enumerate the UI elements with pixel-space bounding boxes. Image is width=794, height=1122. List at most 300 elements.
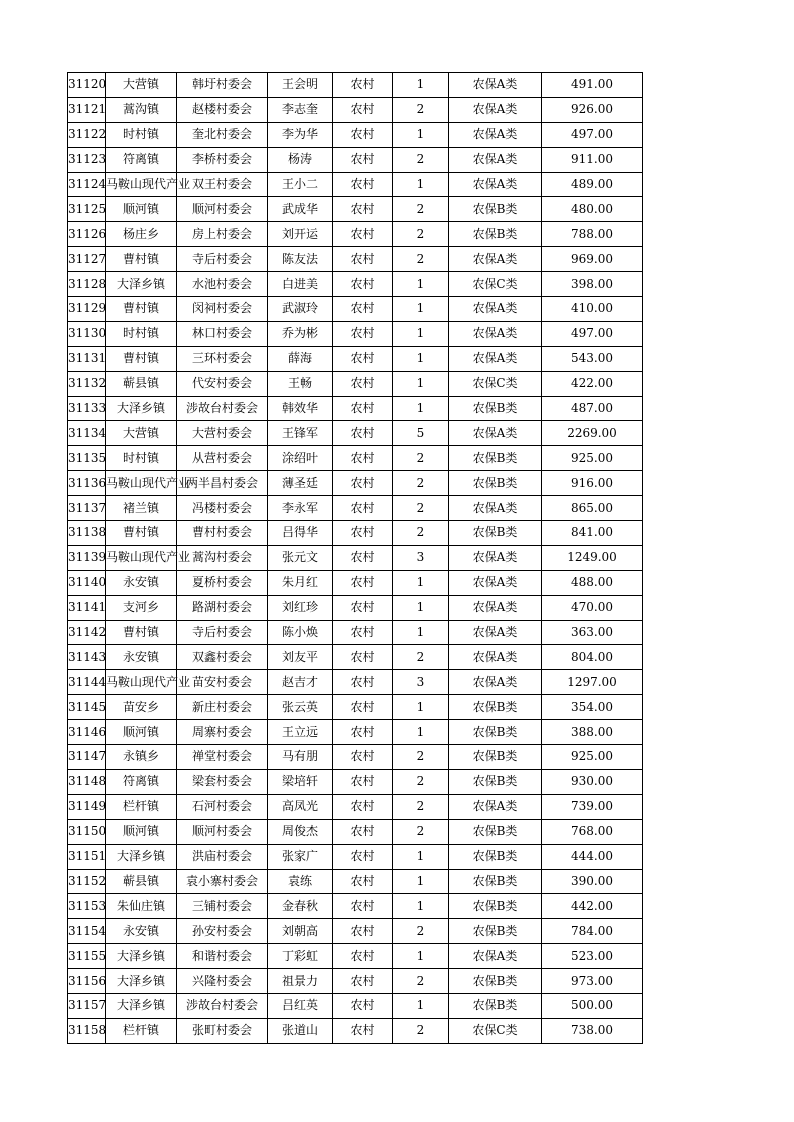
person-name-cell: 杨涛 bbox=[268, 147, 333, 172]
amount-cell: 363.00 bbox=[542, 620, 643, 645]
insurance-category-cell: 农保C类 bbox=[449, 1018, 542, 1043]
village-cell: 寺后村委会 bbox=[177, 247, 268, 272]
member-count-cell: 1 bbox=[393, 272, 449, 297]
household-type-cell: 农村 bbox=[333, 73, 393, 98]
record-id-cell: 31137 bbox=[68, 496, 106, 521]
member-count-cell: 1 bbox=[393, 869, 449, 894]
person-name-cell: 王畅 bbox=[268, 371, 333, 396]
village-cell: 从营村委会 bbox=[177, 446, 268, 471]
member-count-cell: 1 bbox=[393, 894, 449, 919]
person-name-cell: 白进美 bbox=[268, 272, 333, 297]
village-cell: 袁小寨村委会 bbox=[177, 869, 268, 894]
village-cell: 房上村委会 bbox=[177, 222, 268, 247]
person-name-cell: 韩效华 bbox=[268, 396, 333, 421]
amount-cell: 480.00 bbox=[542, 197, 643, 222]
town-cell: 曹村镇 bbox=[106, 346, 177, 371]
village-cell: 禅堂村委会 bbox=[177, 745, 268, 770]
amount-cell: 497.00 bbox=[542, 321, 643, 346]
village-cell: 夏桥村委会 bbox=[177, 570, 268, 595]
household-type-cell: 农村 bbox=[333, 521, 393, 546]
insurance-category-cell: 农保B类 bbox=[449, 819, 542, 844]
person-name-cell: 陈友法 bbox=[268, 247, 333, 272]
member-count-cell: 2 bbox=[393, 521, 449, 546]
insurance-category-cell: 农保B类 bbox=[449, 919, 542, 944]
town-cell: 时村镇 bbox=[106, 122, 177, 147]
person-name-cell: 薄圣廷 bbox=[268, 471, 333, 496]
household-type-cell: 农村 bbox=[333, 147, 393, 172]
town-cell: 永安镇 bbox=[106, 919, 177, 944]
town-cell: 马鞍山现代产业 bbox=[106, 545, 177, 570]
table-row bbox=[68, 73, 643, 98]
village-cell: 水池村委会 bbox=[177, 272, 268, 297]
insurance-category-cell: 农保A类 bbox=[449, 97, 542, 122]
household-type-cell: 农村 bbox=[333, 197, 393, 222]
town-cell: 曹村镇 bbox=[106, 521, 177, 546]
member-count-cell: 5 bbox=[393, 421, 449, 446]
member-count-cell: 1 bbox=[393, 371, 449, 396]
member-count-cell: 2 bbox=[393, 147, 449, 172]
household-type-cell: 农村 bbox=[333, 670, 393, 695]
table-row bbox=[68, 869, 643, 894]
insurance-category-cell: 农保B类 bbox=[449, 396, 542, 421]
insurance-category-cell: 农保B类 bbox=[449, 695, 542, 720]
person-name-cell: 吕得华 bbox=[268, 521, 333, 546]
amount-cell: 1249.00 bbox=[542, 545, 643, 570]
household-type-cell: 农村 bbox=[333, 396, 393, 421]
village-cell: 梁套村委会 bbox=[177, 769, 268, 794]
member-count-cell: 1 bbox=[393, 122, 449, 147]
village-cell: 路湖村委会 bbox=[177, 595, 268, 620]
household-type-cell: 农村 bbox=[333, 894, 393, 919]
table-row bbox=[68, 222, 643, 247]
household-type-cell: 农村 bbox=[333, 620, 393, 645]
village-cell: 兴隆村委会 bbox=[177, 969, 268, 994]
table-row bbox=[68, 545, 643, 570]
village-cell: 涉故台村委会 bbox=[177, 993, 268, 1018]
village-cell: 双鑫村委会 bbox=[177, 645, 268, 670]
record-id-cell: 31124 bbox=[68, 172, 106, 197]
insurance-category-cell: 农保A类 bbox=[449, 545, 542, 570]
member-count-cell: 2 bbox=[393, 1018, 449, 1043]
person-name-cell: 朱月红 bbox=[268, 570, 333, 595]
insurance-category-cell: 农保A类 bbox=[449, 595, 542, 620]
person-name-cell: 高凤光 bbox=[268, 794, 333, 819]
insurance-category-cell: 农保B类 bbox=[449, 197, 542, 222]
insurance-category-cell: 农保B类 bbox=[449, 869, 542, 894]
household-type-cell: 农村 bbox=[333, 545, 393, 570]
town-cell: 永安镇 bbox=[106, 570, 177, 595]
person-name-cell: 武成华 bbox=[268, 197, 333, 222]
person-name-cell: 周俊杰 bbox=[268, 819, 333, 844]
person-name-cell: 丁彩虹 bbox=[268, 944, 333, 969]
insurance-category-cell: 农保B类 bbox=[449, 745, 542, 770]
town-cell: 符离镇 bbox=[106, 769, 177, 794]
town-cell: 蕲县镇 bbox=[106, 371, 177, 396]
village-cell: 和谐村委会 bbox=[177, 944, 268, 969]
amount-cell: 354.00 bbox=[542, 695, 643, 720]
town-cell: 大营镇 bbox=[106, 73, 177, 98]
insurance-category-cell: 农保A类 bbox=[449, 147, 542, 172]
record-id-cell: 31149 bbox=[68, 794, 106, 819]
record-id-cell: 31130 bbox=[68, 321, 106, 346]
town-cell: 马鞍山现代产业 bbox=[106, 670, 177, 695]
insurance-category-cell: 农保B类 bbox=[449, 222, 542, 247]
table-row bbox=[68, 496, 643, 521]
village-cell: 冯楼村委会 bbox=[177, 496, 268, 521]
amount-cell: 470.00 bbox=[542, 595, 643, 620]
person-name-cell: 王会明 bbox=[268, 73, 333, 98]
amount-cell: 925.00 bbox=[542, 446, 643, 471]
member-count-cell: 2 bbox=[393, 496, 449, 521]
town-cell: 大营镇 bbox=[106, 421, 177, 446]
member-count-cell: 1 bbox=[393, 396, 449, 421]
amount-cell: 442.00 bbox=[542, 894, 643, 919]
town-cell: 大泽乡镇 bbox=[106, 272, 177, 297]
record-id-cell: 31122 bbox=[68, 122, 106, 147]
person-name-cell: 梁培轩 bbox=[268, 769, 333, 794]
household-type-cell: 农村 bbox=[333, 247, 393, 272]
amount-cell: 788.00 bbox=[542, 222, 643, 247]
table-row bbox=[68, 97, 643, 122]
town-cell: 蒿沟镇 bbox=[106, 97, 177, 122]
person-name-cell: 乔为彬 bbox=[268, 321, 333, 346]
member-count-cell: 2 bbox=[393, 471, 449, 496]
amount-cell: 410.00 bbox=[542, 297, 643, 322]
member-count-cell: 1 bbox=[393, 844, 449, 869]
town-cell: 曹村镇 bbox=[106, 297, 177, 322]
amount-cell: 398.00 bbox=[542, 272, 643, 297]
record-id-cell: 31123 bbox=[68, 147, 106, 172]
table-row bbox=[68, 695, 643, 720]
insurance-category-cell: 农保B类 bbox=[449, 969, 542, 994]
village-cell: 洪庙村委会 bbox=[177, 844, 268, 869]
village-cell: 苗安村委会 bbox=[177, 670, 268, 695]
records-table bbox=[67, 72, 643, 1044]
record-id-cell: 31143 bbox=[68, 645, 106, 670]
household-type-cell: 农村 bbox=[333, 222, 393, 247]
table-row bbox=[68, 446, 643, 471]
town-cell: 杨庄乡 bbox=[106, 222, 177, 247]
insurance-category-cell: 农保A类 bbox=[449, 496, 542, 521]
town-cell: 顺河镇 bbox=[106, 819, 177, 844]
amount-cell: 969.00 bbox=[542, 247, 643, 272]
town-cell: 大泽乡镇 bbox=[106, 396, 177, 421]
household-type-cell: 农村 bbox=[333, 819, 393, 844]
member-count-cell: 1 bbox=[393, 720, 449, 745]
table-row bbox=[68, 172, 643, 197]
amount-cell: 768.00 bbox=[542, 819, 643, 844]
household-type-cell: 农村 bbox=[333, 695, 393, 720]
insurance-category-cell: 农保B类 bbox=[449, 521, 542, 546]
table-row bbox=[68, 993, 643, 1018]
record-id-cell: 31131 bbox=[68, 346, 106, 371]
member-count-cell: 2 bbox=[393, 819, 449, 844]
person-name-cell: 陈小焕 bbox=[268, 620, 333, 645]
person-name-cell: 祖景力 bbox=[268, 969, 333, 994]
village-cell: 三铺村委会 bbox=[177, 894, 268, 919]
town-cell: 栏杆镇 bbox=[106, 1018, 177, 1043]
household-type-cell: 农村 bbox=[333, 446, 393, 471]
insurance-category-cell: 农保A类 bbox=[449, 297, 542, 322]
person-name-cell: 赵吉才 bbox=[268, 670, 333, 695]
insurance-category-cell: 农保B类 bbox=[449, 446, 542, 471]
household-type-cell: 农村 bbox=[333, 496, 393, 521]
town-cell: 曹村镇 bbox=[106, 247, 177, 272]
person-name-cell: 王锋军 bbox=[268, 421, 333, 446]
village-cell: 双王村委会 bbox=[177, 172, 268, 197]
village-cell: 石河村委会 bbox=[177, 794, 268, 819]
insurance-category-cell: 农保A类 bbox=[449, 670, 542, 695]
member-count-cell: 1 bbox=[393, 570, 449, 595]
village-cell: 韩圩村委会 bbox=[177, 73, 268, 98]
insurance-category-cell: 农保A类 bbox=[449, 421, 542, 446]
amount-cell: 841.00 bbox=[542, 521, 643, 546]
insurance-category-cell: 农保A类 bbox=[449, 620, 542, 645]
record-id-cell: 31148 bbox=[68, 769, 106, 794]
person-name-cell: 张云英 bbox=[268, 695, 333, 720]
person-name-cell: 刘友平 bbox=[268, 645, 333, 670]
household-type-cell: 农村 bbox=[333, 844, 393, 869]
member-count-cell: 1 bbox=[393, 73, 449, 98]
member-count-cell: 2 bbox=[393, 969, 449, 994]
insurance-category-cell: 农保B类 bbox=[449, 894, 542, 919]
person-name-cell: 李永军 bbox=[268, 496, 333, 521]
person-name-cell: 武淑玲 bbox=[268, 297, 333, 322]
town-cell: 永安镇 bbox=[106, 645, 177, 670]
village-cell: 顺河村委会 bbox=[177, 197, 268, 222]
village-cell: 三环村委会 bbox=[177, 346, 268, 371]
household-type-cell: 农村 bbox=[333, 645, 393, 670]
member-count-cell: 1 bbox=[393, 346, 449, 371]
member-count-cell: 1 bbox=[393, 993, 449, 1018]
village-cell: 奎北村委会 bbox=[177, 122, 268, 147]
record-id-cell: 31151 bbox=[68, 844, 106, 869]
record-id-cell: 31128 bbox=[68, 272, 106, 297]
table-row bbox=[68, 769, 643, 794]
household-type-cell: 农村 bbox=[333, 570, 393, 595]
village-cell: 林口村委会 bbox=[177, 321, 268, 346]
village-cell: 顺河村委会 bbox=[177, 819, 268, 844]
person-name-cell: 王小二 bbox=[268, 172, 333, 197]
insurance-category-cell: 农保A类 bbox=[449, 570, 542, 595]
record-id-cell: 31135 bbox=[68, 446, 106, 471]
household-type-cell: 农村 bbox=[333, 595, 393, 620]
member-count-cell: 2 bbox=[393, 247, 449, 272]
amount-cell: 444.00 bbox=[542, 844, 643, 869]
town-cell: 马鞍山现代产业 bbox=[106, 471, 177, 496]
town-cell: 大泽乡镇 bbox=[106, 844, 177, 869]
amount-cell: 916.00 bbox=[542, 471, 643, 496]
table-row bbox=[68, 944, 643, 969]
record-id-cell: 31121 bbox=[68, 97, 106, 122]
table-row bbox=[68, 794, 643, 819]
town-cell: 顺河镇 bbox=[106, 197, 177, 222]
member-count-cell: 2 bbox=[393, 919, 449, 944]
table-row bbox=[68, 745, 643, 770]
member-count-cell: 2 bbox=[393, 446, 449, 471]
record-id-cell: 31156 bbox=[68, 969, 106, 994]
household-type-cell: 农村 bbox=[333, 745, 393, 770]
amount-cell: 925.00 bbox=[542, 745, 643, 770]
person-name-cell: 刘朝高 bbox=[268, 919, 333, 944]
table-row bbox=[68, 421, 643, 446]
household-type-cell: 农村 bbox=[333, 321, 393, 346]
table-row bbox=[68, 919, 643, 944]
household-type-cell: 农村 bbox=[333, 421, 393, 446]
village-cell: 赵楼村委会 bbox=[177, 97, 268, 122]
table-row bbox=[68, 371, 643, 396]
table-row bbox=[68, 1018, 643, 1043]
table-row bbox=[68, 396, 643, 421]
record-id-cell: 31140 bbox=[68, 570, 106, 595]
record-id-cell: 31158 bbox=[68, 1018, 106, 1043]
member-count-cell: 2 bbox=[393, 645, 449, 670]
person-name-cell: 袁练 bbox=[268, 869, 333, 894]
record-id-cell: 31136 bbox=[68, 471, 106, 496]
person-name-cell: 张家广 bbox=[268, 844, 333, 869]
household-type-cell: 农村 bbox=[333, 720, 393, 745]
insurance-category-cell: 农保A类 bbox=[449, 73, 542, 98]
record-id-cell: 31145 bbox=[68, 695, 106, 720]
amount-cell: 739.00 bbox=[542, 794, 643, 819]
amount-cell: 2269.00 bbox=[542, 421, 643, 446]
village-cell: 孙安村委会 bbox=[177, 919, 268, 944]
amount-cell: 500.00 bbox=[542, 993, 643, 1018]
record-id-cell: 31125 bbox=[68, 197, 106, 222]
member-count-cell: 1 bbox=[393, 944, 449, 969]
table-row bbox=[68, 844, 643, 869]
amount-cell: 491.00 bbox=[542, 73, 643, 98]
amount-cell: 523.00 bbox=[542, 944, 643, 969]
record-id-cell: 31127 bbox=[68, 247, 106, 272]
table-row bbox=[68, 321, 643, 346]
amount-cell: 1297.00 bbox=[542, 670, 643, 695]
insurance-category-cell: 农保C类 bbox=[449, 371, 542, 396]
table-row bbox=[68, 122, 643, 147]
record-id-cell: 31144 bbox=[68, 670, 106, 695]
household-type-cell: 农村 bbox=[333, 471, 393, 496]
insurance-category-cell: 农保A类 bbox=[449, 122, 542, 147]
town-cell: 朱仙庄镇 bbox=[106, 894, 177, 919]
town-cell: 大泽乡镇 bbox=[106, 944, 177, 969]
village-cell: 新庄村委会 bbox=[177, 695, 268, 720]
household-type-cell: 农村 bbox=[333, 919, 393, 944]
person-name-cell: 张道山 bbox=[268, 1018, 333, 1043]
village-cell: 李桥村委会 bbox=[177, 147, 268, 172]
record-id-cell: 31150 bbox=[68, 819, 106, 844]
town-cell: 栏杆镇 bbox=[106, 794, 177, 819]
amount-cell: 497.00 bbox=[542, 122, 643, 147]
insurance-category-cell: 农保A类 bbox=[449, 346, 542, 371]
person-name-cell: 李志奎 bbox=[268, 97, 333, 122]
member-count-cell: 1 bbox=[393, 172, 449, 197]
member-count-cell: 2 bbox=[393, 197, 449, 222]
household-type-cell: 农村 bbox=[333, 869, 393, 894]
insurance-category-cell: 农保A类 bbox=[449, 794, 542, 819]
member-count-cell: 2 bbox=[393, 222, 449, 247]
table-row bbox=[68, 720, 643, 745]
town-cell: 曹村镇 bbox=[106, 620, 177, 645]
person-name-cell: 马有朋 bbox=[268, 745, 333, 770]
town-cell: 顺河镇 bbox=[106, 720, 177, 745]
insurance-category-cell: 农保B类 bbox=[449, 720, 542, 745]
member-count-cell: 1 bbox=[393, 321, 449, 346]
person-name-cell: 刘红珍 bbox=[268, 595, 333, 620]
village-cell: 大营村委会 bbox=[177, 421, 268, 446]
household-type-cell: 农村 bbox=[333, 944, 393, 969]
table-row bbox=[68, 197, 643, 222]
household-type-cell: 农村 bbox=[333, 769, 393, 794]
household-type-cell: 农村 bbox=[333, 794, 393, 819]
table-row bbox=[68, 521, 643, 546]
record-id-cell: 31157 bbox=[68, 993, 106, 1018]
household-type-cell: 农村 bbox=[333, 969, 393, 994]
record-id-cell: 31126 bbox=[68, 222, 106, 247]
record-id-cell: 31154 bbox=[68, 919, 106, 944]
household-type-cell: 农村 bbox=[333, 97, 393, 122]
person-name-cell: 张元文 bbox=[268, 545, 333, 570]
table-row bbox=[68, 147, 643, 172]
village-cell: 张町村委会 bbox=[177, 1018, 268, 1043]
table-row bbox=[68, 471, 643, 496]
insurance-category-cell: 农保A类 bbox=[449, 247, 542, 272]
member-count-cell: 1 bbox=[393, 297, 449, 322]
member-count-cell: 3 bbox=[393, 545, 449, 570]
member-count-cell: 2 bbox=[393, 97, 449, 122]
record-id-cell: 31142 bbox=[68, 620, 106, 645]
town-cell: 马鞍山现代产业 bbox=[106, 172, 177, 197]
member-count-cell: 1 bbox=[393, 620, 449, 645]
record-id-cell: 31147 bbox=[68, 745, 106, 770]
village-cell: 涉故台村委会 bbox=[177, 396, 268, 421]
member-count-cell: 3 bbox=[393, 670, 449, 695]
town-cell: 时村镇 bbox=[106, 446, 177, 471]
table-row bbox=[68, 969, 643, 994]
person-name-cell: 薛海 bbox=[268, 346, 333, 371]
record-id-cell: 31133 bbox=[68, 396, 106, 421]
town-cell: 大泽乡镇 bbox=[106, 969, 177, 994]
amount-cell: 487.00 bbox=[542, 396, 643, 421]
person-name-cell: 金春秋 bbox=[268, 894, 333, 919]
town-cell: 大泽乡镇 bbox=[106, 993, 177, 1018]
village-cell: 蒿沟村委会 bbox=[177, 545, 268, 570]
household-type-cell: 农村 bbox=[333, 1018, 393, 1043]
village-cell: 寺后村委会 bbox=[177, 620, 268, 645]
record-id-cell: 31129 bbox=[68, 297, 106, 322]
amount-cell: 973.00 bbox=[542, 969, 643, 994]
table-row bbox=[68, 819, 643, 844]
member-count-cell: 1 bbox=[393, 695, 449, 720]
amount-cell: 926.00 bbox=[542, 97, 643, 122]
record-id-cell: 31141 bbox=[68, 595, 106, 620]
person-name-cell: 李为华 bbox=[268, 122, 333, 147]
amount-cell: 784.00 bbox=[542, 919, 643, 944]
village-cell: 两半昌村委会 bbox=[177, 471, 268, 496]
record-id-cell: 31155 bbox=[68, 944, 106, 969]
household-type-cell: 农村 bbox=[333, 346, 393, 371]
village-cell: 周寨村委会 bbox=[177, 720, 268, 745]
town-cell: 永镇乡 bbox=[106, 745, 177, 770]
amount-cell: 804.00 bbox=[542, 645, 643, 670]
member-count-cell: 1 bbox=[393, 595, 449, 620]
amount-cell: 738.00 bbox=[542, 1018, 643, 1043]
member-count-cell: 2 bbox=[393, 769, 449, 794]
table-body bbox=[68, 73, 643, 1044]
town-cell: 褚兰镇 bbox=[106, 496, 177, 521]
person-name-cell: 王立远 bbox=[268, 720, 333, 745]
amount-cell: 543.00 bbox=[542, 346, 643, 371]
record-id-cell: 31120 bbox=[68, 73, 106, 98]
